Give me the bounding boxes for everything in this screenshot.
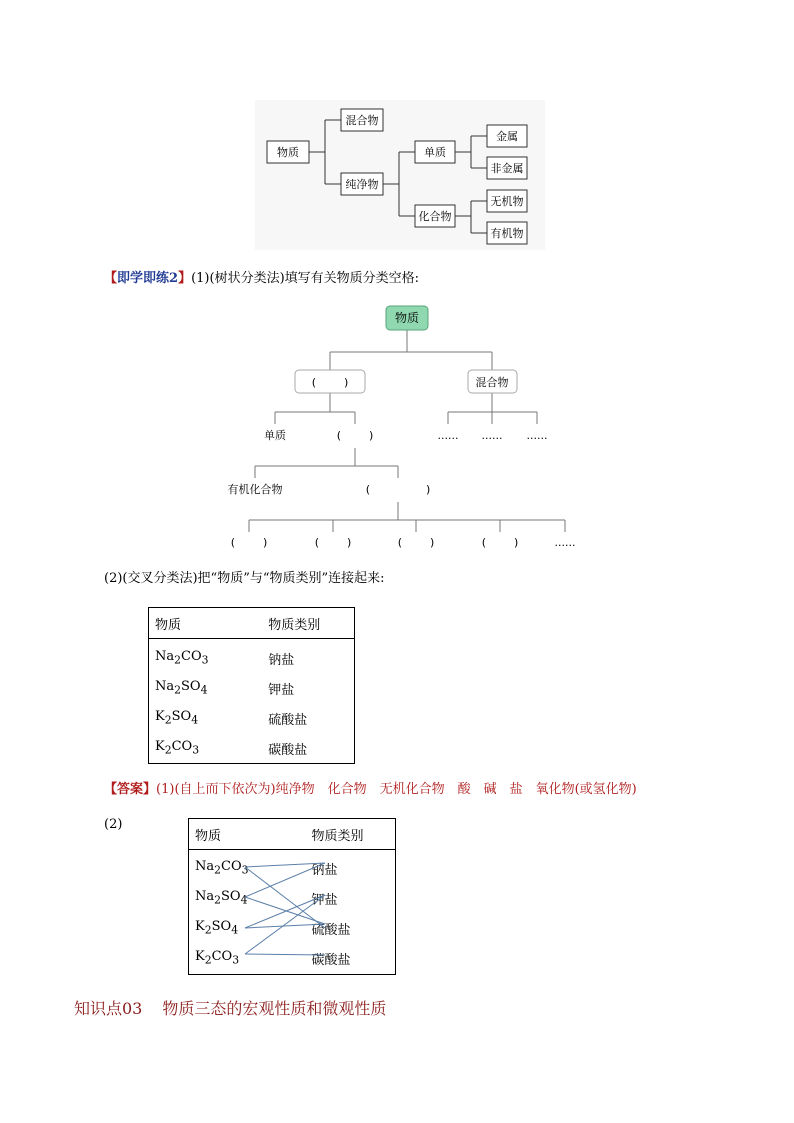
category-cell: 钾盐 bbox=[311, 892, 338, 908]
match-line-2 bbox=[245, 867, 325, 928]
match-line-3 bbox=[245, 863, 325, 897]
tree2-blank-compound[interactable]: ( ) bbox=[336, 429, 374, 442]
part2-instruction: (2)(交叉分类法)把“物质”与“物质类别”连接起来: bbox=[104, 571, 385, 586]
tree1-metal-label: 金属 bbox=[496, 130, 518, 143]
tree1-element-label: 单质 bbox=[424, 146, 446, 159]
tree2-mix-label: 混合物 bbox=[475, 376, 509, 389]
category-cell: 碳酸盐 bbox=[311, 952, 351, 968]
answer-part2-label: (2) bbox=[104, 817, 123, 832]
category-cell: 钾盐 bbox=[268, 682, 295, 698]
exercise-line bbox=[104, 270, 419, 288]
tree1-root-label: 物质 bbox=[277, 146, 299, 159]
category-cell: 碳酸盐 bbox=[268, 742, 308, 758]
tree2-root-label: 物质 bbox=[394, 311, 420, 325]
section-number: 知识点03 bbox=[74, 999, 143, 1018]
answer-tag: 答案 bbox=[117, 782, 144, 797]
tree2-element-label: 单质 bbox=[264, 429, 286, 442]
table1-col2-header: 物质类别 bbox=[234, 608, 354, 639]
substance-cell: $K_2SO_4$ bbox=[195, 919, 239, 937]
substance-cell: $Na_2CO_3$ bbox=[195, 859, 249, 877]
category-cell: 钠盐 bbox=[268, 652, 295, 668]
table-row bbox=[149, 673, 354, 703]
tree2-blank-leaf-1[interactable]: ( ) bbox=[230, 536, 268, 549]
exercise-tag-close: 】 bbox=[178, 271, 192, 286]
substance-cell: $K_2CO_3$ bbox=[155, 739, 200, 757]
table2-col1-header: 物质 bbox=[189, 819, 272, 850]
tree2-blank-leaf-2[interactable]: ( ) bbox=[314, 536, 352, 549]
category-cell: 钠盐 bbox=[311, 862, 338, 878]
tree1-mix-label: 混合物 bbox=[345, 114, 379, 127]
matching-lines bbox=[189, 819, 395, 974]
exercise-tag: 即学即练2 bbox=[117, 271, 179, 286]
tree2-leaf-dots: ...... bbox=[554, 536, 576, 549]
tree2-blank-inorganic[interactable]: ( ) bbox=[365, 483, 431, 496]
exercise-tag-open: 【 bbox=[104, 271, 118, 286]
tree2-dots-3: ...... bbox=[526, 429, 548, 442]
match-line-4 bbox=[245, 897, 325, 924]
table-row bbox=[149, 643, 354, 673]
table2-col2-header: 物质类别 bbox=[272, 819, 395, 850]
matching-table-2 bbox=[188, 818, 396, 975]
substance-cell: $Na_2SO_4$ bbox=[195, 889, 248, 907]
tree1-organic-label: 有机物 bbox=[490, 227, 524, 240]
category-cell: 硫酸盐 bbox=[268, 712, 308, 728]
tree1-compound-label: 化合物 bbox=[418, 210, 452, 223]
substance-cell: $K_2SO_4$ bbox=[155, 709, 199, 727]
tree2-organic-label: 有机化合物 bbox=[227, 483, 283, 496]
tree2-blank-leaf-3[interactable]: ( ) bbox=[397, 536, 435, 549]
tree1-inorganic-label: 无机物 bbox=[490, 195, 524, 208]
substance-cell: $K_2CO_3$ bbox=[195, 949, 240, 967]
match-line-1 bbox=[245, 863, 325, 867]
answer-tag-close: 】 bbox=[143, 782, 157, 797]
section-heading bbox=[74, 996, 386, 1019]
classification-tree-1 bbox=[255, 100, 545, 250]
tree2-dots-1: ...... bbox=[437, 429, 459, 442]
matching-table-1 bbox=[148, 607, 355, 764]
classification-tree-2 bbox=[215, 300, 585, 555]
tree2-dots-2: ...... bbox=[481, 429, 503, 442]
match-line-5 bbox=[245, 895, 325, 928]
table-row bbox=[149, 733, 354, 763]
tree2-blank-box-label: ( ) bbox=[311, 376, 349, 389]
substance-cell: $Na_2SO_4$ bbox=[155, 679, 208, 697]
exercise-text: (1)(树状分类法)填写有关物质分类空格: bbox=[191, 271, 420, 286]
substance-cell: $Na_2CO_3$ bbox=[155, 649, 209, 667]
answer-tag-open: 【 bbox=[104, 782, 118, 797]
tree2-blank-leaf-4[interactable]: ( ) bbox=[481, 536, 519, 549]
tree1-nonmetal-label: 非金属 bbox=[490, 162, 524, 175]
category-cell: 硫酸盐 bbox=[311, 922, 351, 938]
answer-line bbox=[104, 781, 637, 799]
answer-text: (1)(自上而下依次为)纯净物 化合物 无机化合物 酸 碱 盐 氧化物(或氢化物) bbox=[156, 782, 637, 797]
table1-col1-header: 物质 bbox=[149, 608, 234, 639]
table-row bbox=[149, 703, 354, 733]
match-line-8 bbox=[245, 954, 325, 955]
section-title: 物质三态的宏观性质和微观性质 bbox=[162, 999, 387, 1018]
tree1-pure-label: 纯净物 bbox=[345, 178, 379, 191]
